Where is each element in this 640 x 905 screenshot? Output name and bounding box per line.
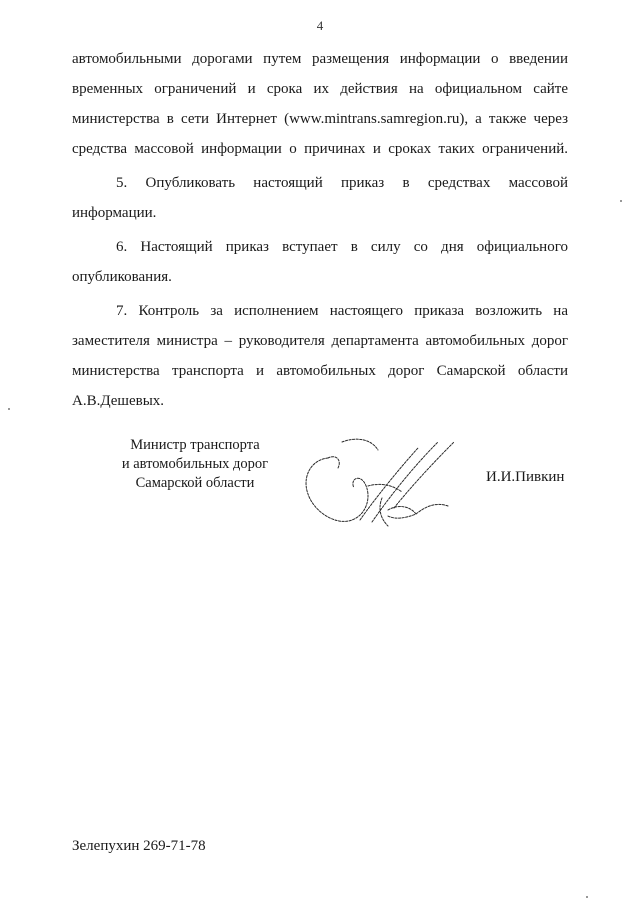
scan-speck: [620, 200, 622, 202]
signatory-title: [100, 436, 290, 493]
paragraph-7-line-4: А.В.Дешевых.: [72, 393, 165, 409]
signatory-title-line-2: и автомобильных дорог: [121, 456, 269, 472]
paragraph-1-line-4: средства массовой информации о причинах и сроках таких ограничений.: [72, 141, 568, 157]
scan-speck: [586, 896, 588, 898]
signatory-title-line-1: Министр транспорта: [130, 437, 260, 453]
paragraph-7-line-1: 7. Контроль за исполнением настоящего приказа возложить на: [116, 303, 568, 319]
paragraph-1-line-2: временных ограничений и срока их действия на официальном сайте: [72, 81, 568, 97]
handwritten-signature: [298, 430, 488, 540]
paragraph-7-line-3: министерства транспорта и автомобильных дорог Самарской области: [72, 363, 568, 379]
paragraph-5-line-2: информации.: [72, 205, 157, 221]
paragraph-5-line-1: 5. Опубликовать настоящий приказ в средствах массовой: [116, 175, 568, 191]
document-body: [72, 44, 568, 416]
signer-name: И.И.Пивкин: [486, 469, 565, 485]
paragraph-7-line-2: заместителя министра – руководителя департамента автомобильных дорог: [72, 333, 568, 349]
paragraph-6-line-1: 6. Настоящий приказ вступает в силу со дня официального: [116, 239, 568, 255]
paragraph-6-line-2: опубликования.: [72, 269, 172, 285]
signatory-title-line-3: Самарской области: [135, 475, 255, 491]
page-number: 4: [316, 18, 324, 33]
paragraph-1-line-1: автомобильными дорогами путем размещения информации о введении: [72, 51, 568, 67]
paragraph-1-line-3: министерства в сети Интернет (www.mintrans.samregion.ru), а также через: [72, 111, 568, 127]
scan-speck: [8, 408, 10, 410]
contact-line: Зелепухин 269-71-78: [72, 838, 206, 854]
